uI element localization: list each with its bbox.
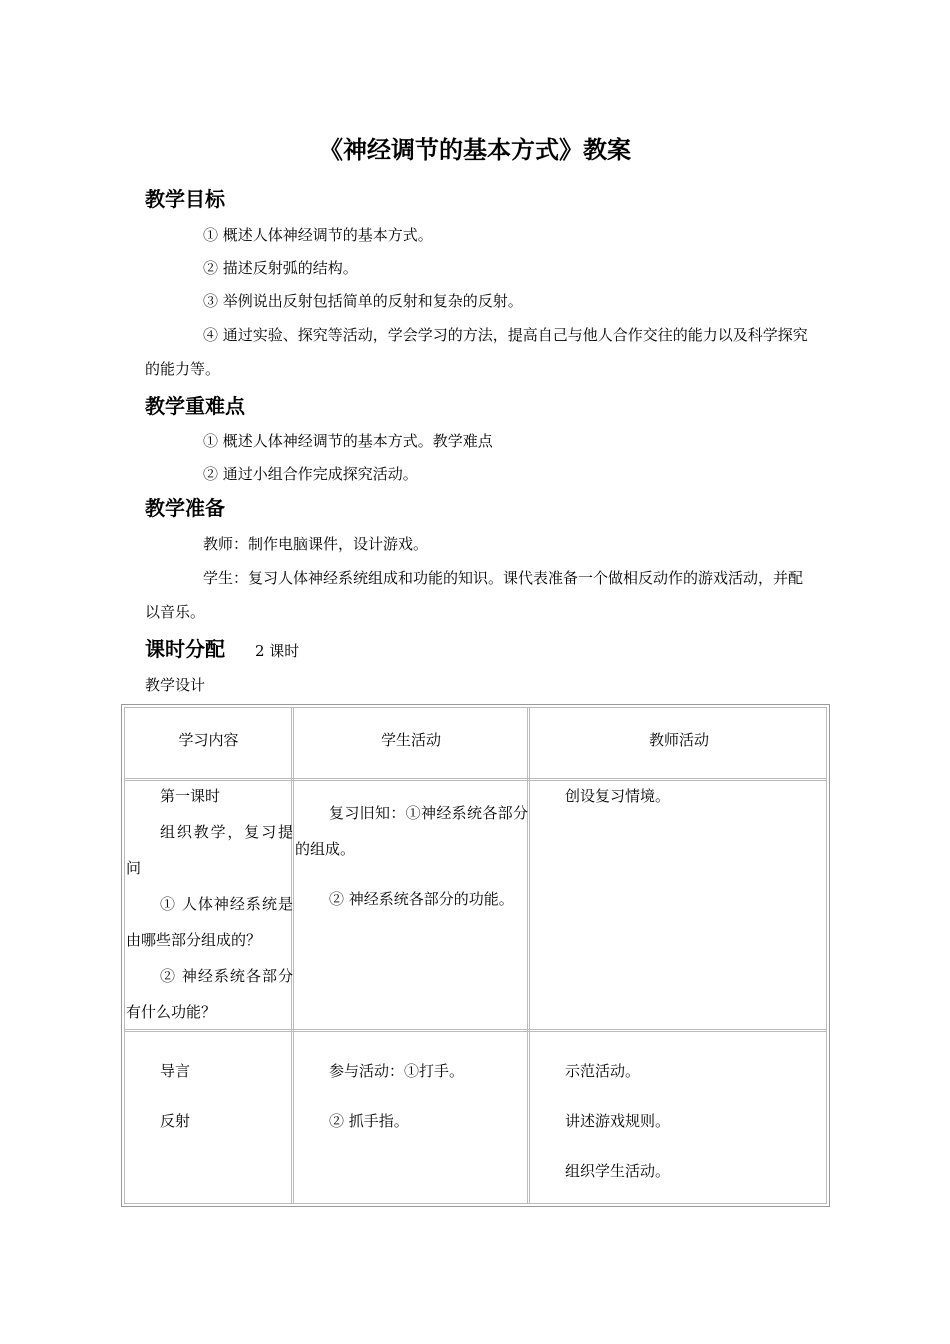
preparation-teacher: 教师：制作电脑课件，设计游戏。 bbox=[203, 535, 429, 553]
row1-content-line: ② 神经系统各部分有什么功能？ bbox=[126, 967, 293, 1021]
row1-student-line: ② 神经系统各部分的功能。 bbox=[329, 890, 514, 908]
row1-teacher-cell bbox=[531, 778, 827, 814]
row2-content-line: 反射 bbox=[160, 1112, 191, 1130]
schedule-label: 课时分配 bbox=[145, 637, 225, 661]
preparation-heading: 教学准备 bbox=[145, 496, 225, 520]
row2-teacher-line: 组织学生活动。 bbox=[565, 1162, 671, 1180]
objective-item: ④ 通过实验、探究等活动，学会学习的方法，提高自己与他人合作交往的能力以及科学探究的能力等。 bbox=[145, 326, 808, 378]
header-content: 学习内容 bbox=[178, 731, 239, 749]
row2-teacher-line: 讲述游戏规则。 bbox=[565, 1112, 671, 1130]
key-point-item: ② 通过小组合作完成探究活动。 bbox=[203, 465, 418, 483]
header-student: 学生活动 bbox=[380, 731, 441, 749]
row2-content-cell bbox=[126, 1046, 291, 1146]
row1-teacher-line: 创设复习情境。 bbox=[565, 787, 671, 805]
design-label: 教学设计 bbox=[145, 676, 206, 694]
row2-content-line: 导言 bbox=[160, 1062, 191, 1080]
objective-item: ① 概述人体神经调节的基本方式。 bbox=[203, 226, 433, 244]
row1-content-line: 组织教学，复习提问 bbox=[126, 823, 293, 877]
key-points-heading: 教学重难点 bbox=[145, 394, 245, 418]
header-teacher: 教师活动 bbox=[648, 731, 709, 749]
objective-item: ③ 举例说出反射包括简单的反射和复杂的反射。 bbox=[203, 292, 523, 310]
preparation-student: 学生：复习人体神经系统组成和功能的知识。课代表准备一个做相反动作的游戏活动，并配以音乐。 bbox=[145, 569, 804, 621]
row2-student-line: 参与活动：①打手。 bbox=[329, 1062, 465, 1080]
schedule-value: 2 课时 bbox=[255, 642, 300, 660]
lesson-design-table bbox=[121, 704, 830, 1207]
objective-item: ② 描述反射弧的结构。 bbox=[203, 259, 358, 277]
objectives-heading: 教学目标 bbox=[145, 187, 225, 211]
row1-content-line: 第一课时 bbox=[160, 787, 221, 805]
row1-student-line: 复习旧知：①神经系统各部分的组成。 bbox=[295, 804, 528, 858]
row1-content-cell bbox=[126, 778, 293, 1030]
row2-student-line: ② 抓手指。 bbox=[329, 1112, 409, 1130]
row2-teacher-cell bbox=[531, 1046, 827, 1196]
row2-teacher-line: 示范活动。 bbox=[565, 1062, 641, 1080]
column-divider bbox=[527, 707, 530, 1204]
row1-student-cell bbox=[295, 795, 528, 917]
key-point-item: ① 概述人体神经调节的基本方式。教学难点 bbox=[203, 432, 493, 450]
row2-student-cell bbox=[295, 1046, 527, 1146]
page-title: 《神经调节的基本方式》教案 bbox=[319, 136, 631, 164]
schedule-heading bbox=[145, 635, 299, 665]
row1-content-line: ① 人体神经系统是由哪些部分组成的？ bbox=[126, 895, 293, 949]
